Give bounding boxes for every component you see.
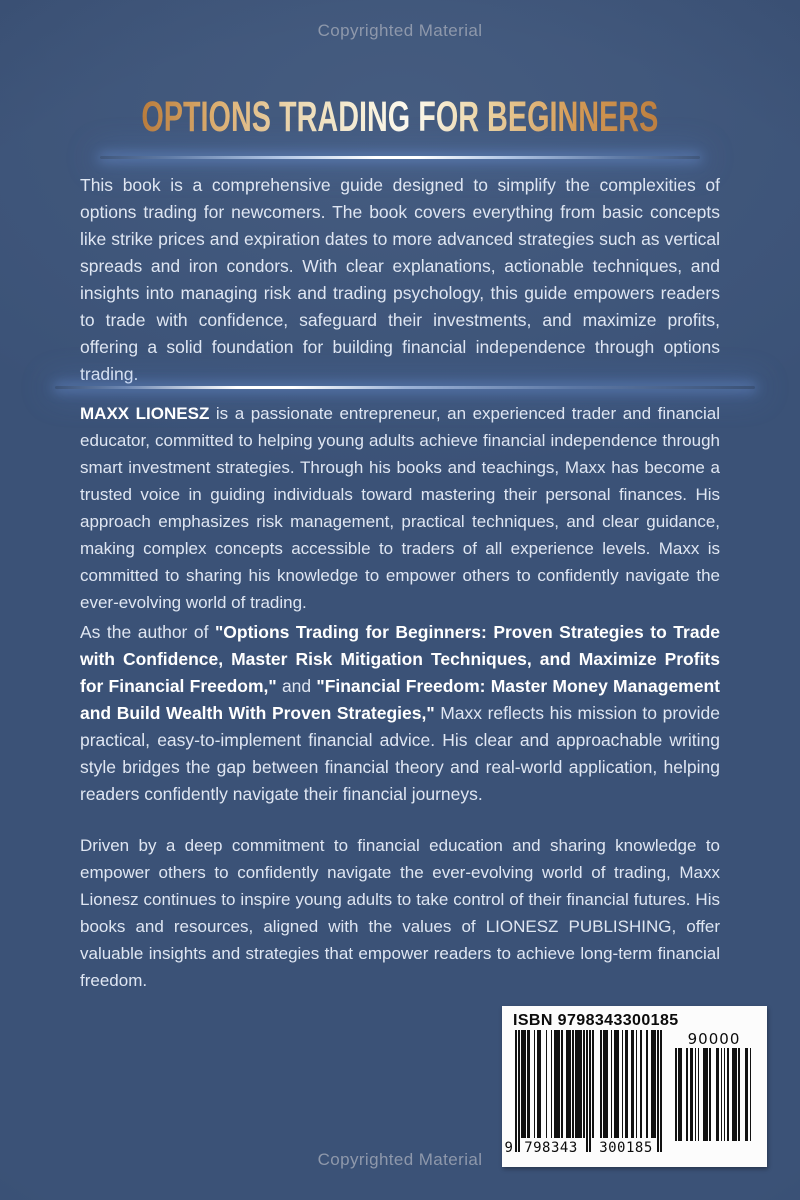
ean5-supplement-barcode (675, 1048, 753, 1141)
text-segment: As the author of (80, 622, 215, 642)
barcode-panel (502, 1006, 767, 1167)
text-segment: Driven by a deep commitment to financial education and sharing knowledge to empower others to confidently navigate the ever-evolving world of trading, Maxx Lionesz continues to inspire young adults to take control of their financial futures. His books and resources, aligned with the values of LIONESZ PUBLISHING, offer valuable insights and strategies that empower readers to achieve long-term financial freedom. (80, 836, 720, 990)
barcode-digit-group-1: 798343 (520, 1140, 582, 1156)
text-segment: Maxx reflects his mission to provide practical, easy-to-implement financial advice. His clear and approachable writing style bridges the gap between financial theory and real-world application, helping readers confidently navigate their financial journeys. (80, 703, 720, 804)
ean13-barcode (515, 1030, 664, 1152)
bold-text-segment: MAXX LIONESZ (80, 404, 210, 423)
book-title-text: OPTIONS TRADING FOR BEGINNERS (141, 93, 659, 141)
bold-text-segment: "Financial Freedom: Master Money Management and Build Wealth With Proven Strategies," (80, 676, 720, 723)
light-divider-middle (55, 386, 755, 389)
text-segment: and (276, 676, 317, 696)
paragraph-publisher-mission (80, 832, 720, 994)
paragraph-synopsis (80, 172, 720, 388)
book-title (0, 93, 800, 141)
text-segment: This book is a comprehensive guide designed to simplify the complexities of options trading for newcomers. The book covers everything from basic concepts like strike prices and expiration dates to more advanced strategies such as vertical spreads and iron condors. With clear explanations, actionable techniques, and insights into managing risk and trading psychology, this guide empowers readers to trade with confidence, safeguard their investments, and maximize profits, offering a solid foundation for building financial independence through options trading. (80, 175, 720, 384)
copyright-bottom-label: Copyrighted Material (317, 1150, 483, 1169)
barcode-digit-group-2: 300185 (595, 1140, 657, 1156)
light-divider-top (100, 156, 700, 159)
barcode-digit-left: 9 (504, 1140, 514, 1156)
paragraph-author-bio (80, 400, 720, 616)
bold-text-segment: "Options Trading for Beginners: Proven Strategies to Trade with Confidence, Master Risk Mitigation Techniques, and Maximize Profits for Financial Freedom," (80, 622, 720, 696)
paragraph-author-works (80, 619, 720, 808)
supplement-price-label: 90000 (687, 1030, 741, 1048)
text-segment: is a passionate entrepreneur, an experienced trader and financial educator, committed to helping young adults achieve financial independence through smart investment strategies. Through his books and teachings, Maxx has become a trusted voice in guiding individuals toward mastering their personal finances. His approach emphasizes risk management, practical techniques, and clear guidance, making complex concepts accessible to traders of all experience levels. Maxx is committed to sharing his knowledge to empower others to confidently navigate the ever-evolving world of trading. (80, 404, 720, 612)
isbn-label: ISBN 9798343300185 (513, 1012, 679, 1029)
copyright-top-label: Copyrighted Material (317, 21, 483, 40)
